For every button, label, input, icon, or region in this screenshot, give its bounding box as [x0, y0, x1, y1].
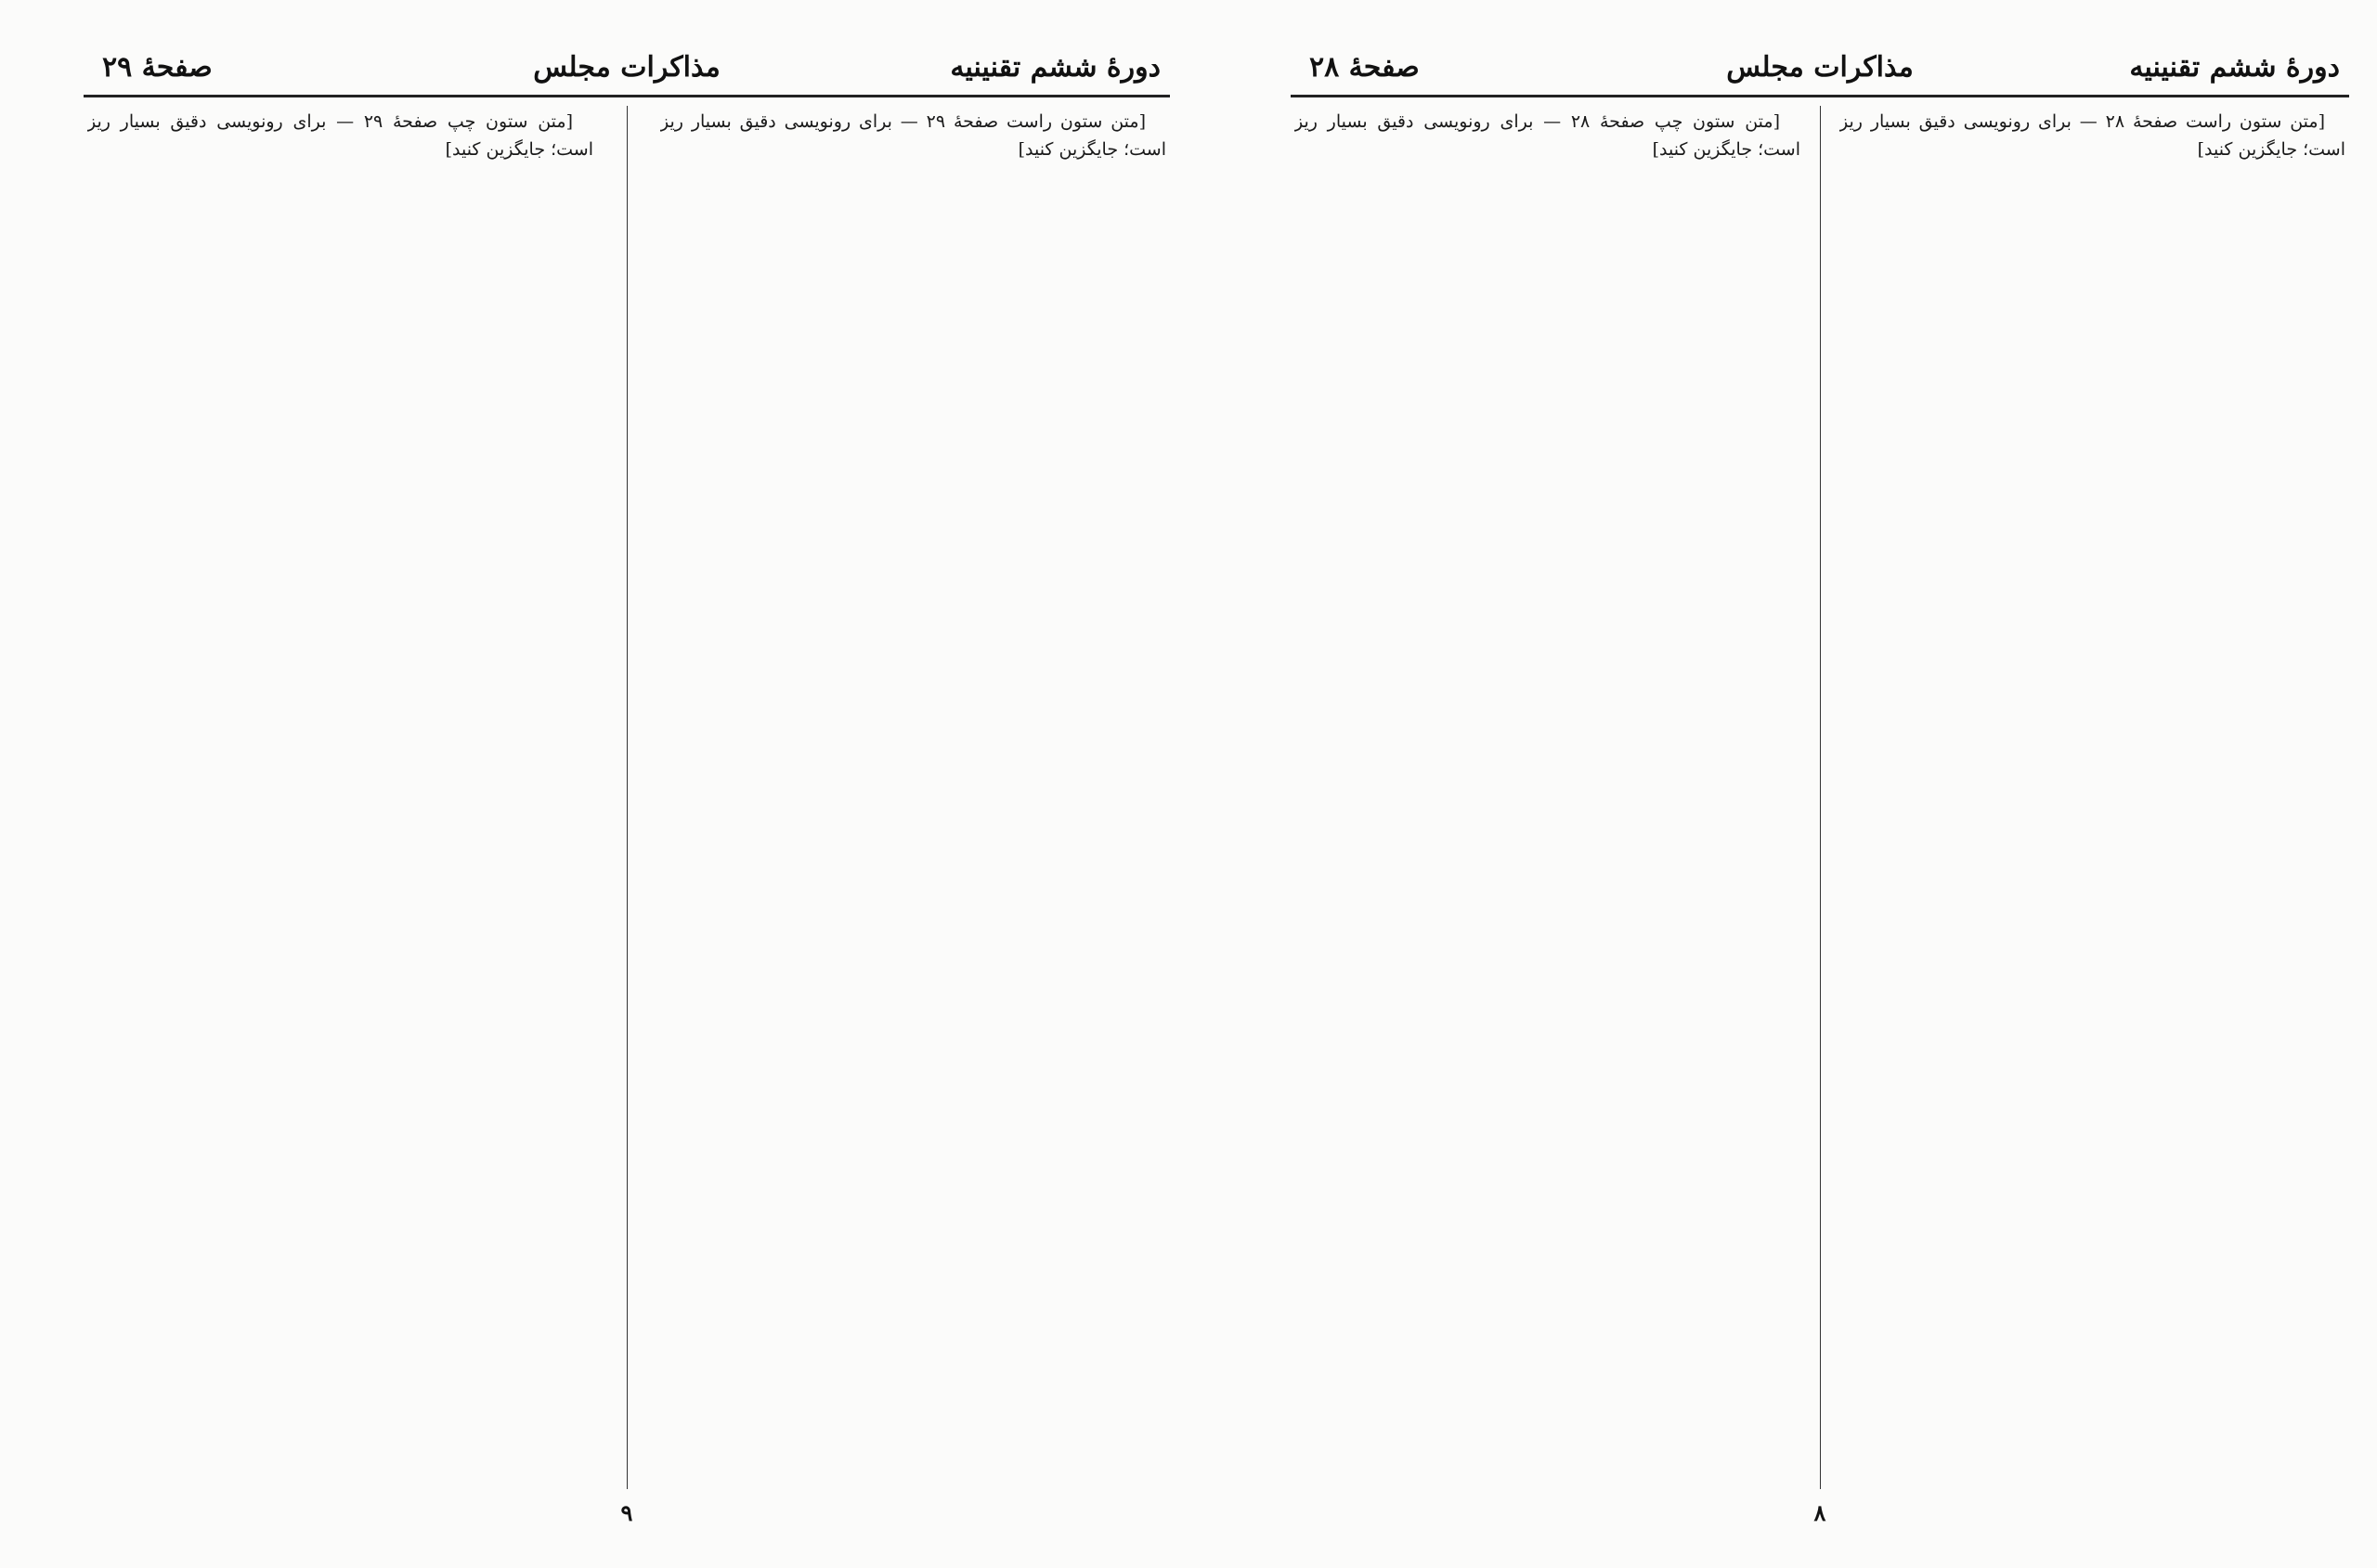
header-title: مذاکرات مجلس — [1726, 51, 1914, 84]
header-rule — [84, 95, 1170, 97]
text-column-left — [87, 108, 593, 1482]
page-number: ۹ — [620, 1499, 633, 1526]
page-header — [74, 46, 1179, 91]
column-divider — [627, 106, 628, 1489]
header-title: مذاکرات مجلس — [533, 51, 721, 84]
header-page-label: صفحهٔ ۲۸ — [1309, 51, 1420, 84]
header-rule — [1291, 95, 2349, 97]
header-page-label: صفحهٔ ۲۹ — [102, 51, 213, 84]
paragraph: [متن ستون چپ صفحهٔ ۲۹ — برای رونویسی دقیق بسیار ریز است؛ جایگزین کنید] — [87, 111, 593, 160]
page-28 — [1281, 35, 2358, 1526]
text-column-right — [1839, 108, 2345, 1482]
paragraph: [متن ستون چپ صفحهٔ ۲۸ — برای رونویسی دقیق بسیار ریز است؛ جایگزین کنید] — [1294, 111, 1800, 160]
page-header — [1281, 46, 2358, 91]
text-column-right — [660, 108, 1166, 1482]
header-session: دورهٔ ششم تقنینیه — [2129, 51, 2340, 84]
paragraph: [متن ستون راست صفحهٔ ۲۸ — برای رونویسی دقیق بسیار ریز است؛ جایگزین کنید] — [1839, 111, 2345, 160]
paragraph: [متن ستون راست صفحهٔ ۲۹ — برای رونویسی دقیق بسیار ریز است؛ جایگزین کنید] — [660, 111, 1166, 160]
text-column-left — [1294, 108, 1800, 1482]
page-29 — [74, 35, 1179, 1526]
column-divider — [1820, 106, 1821, 1489]
header-session: دورهٔ ششم تقنینیه — [950, 51, 1161, 84]
page-number: ۸ — [1813, 1499, 1826, 1526]
